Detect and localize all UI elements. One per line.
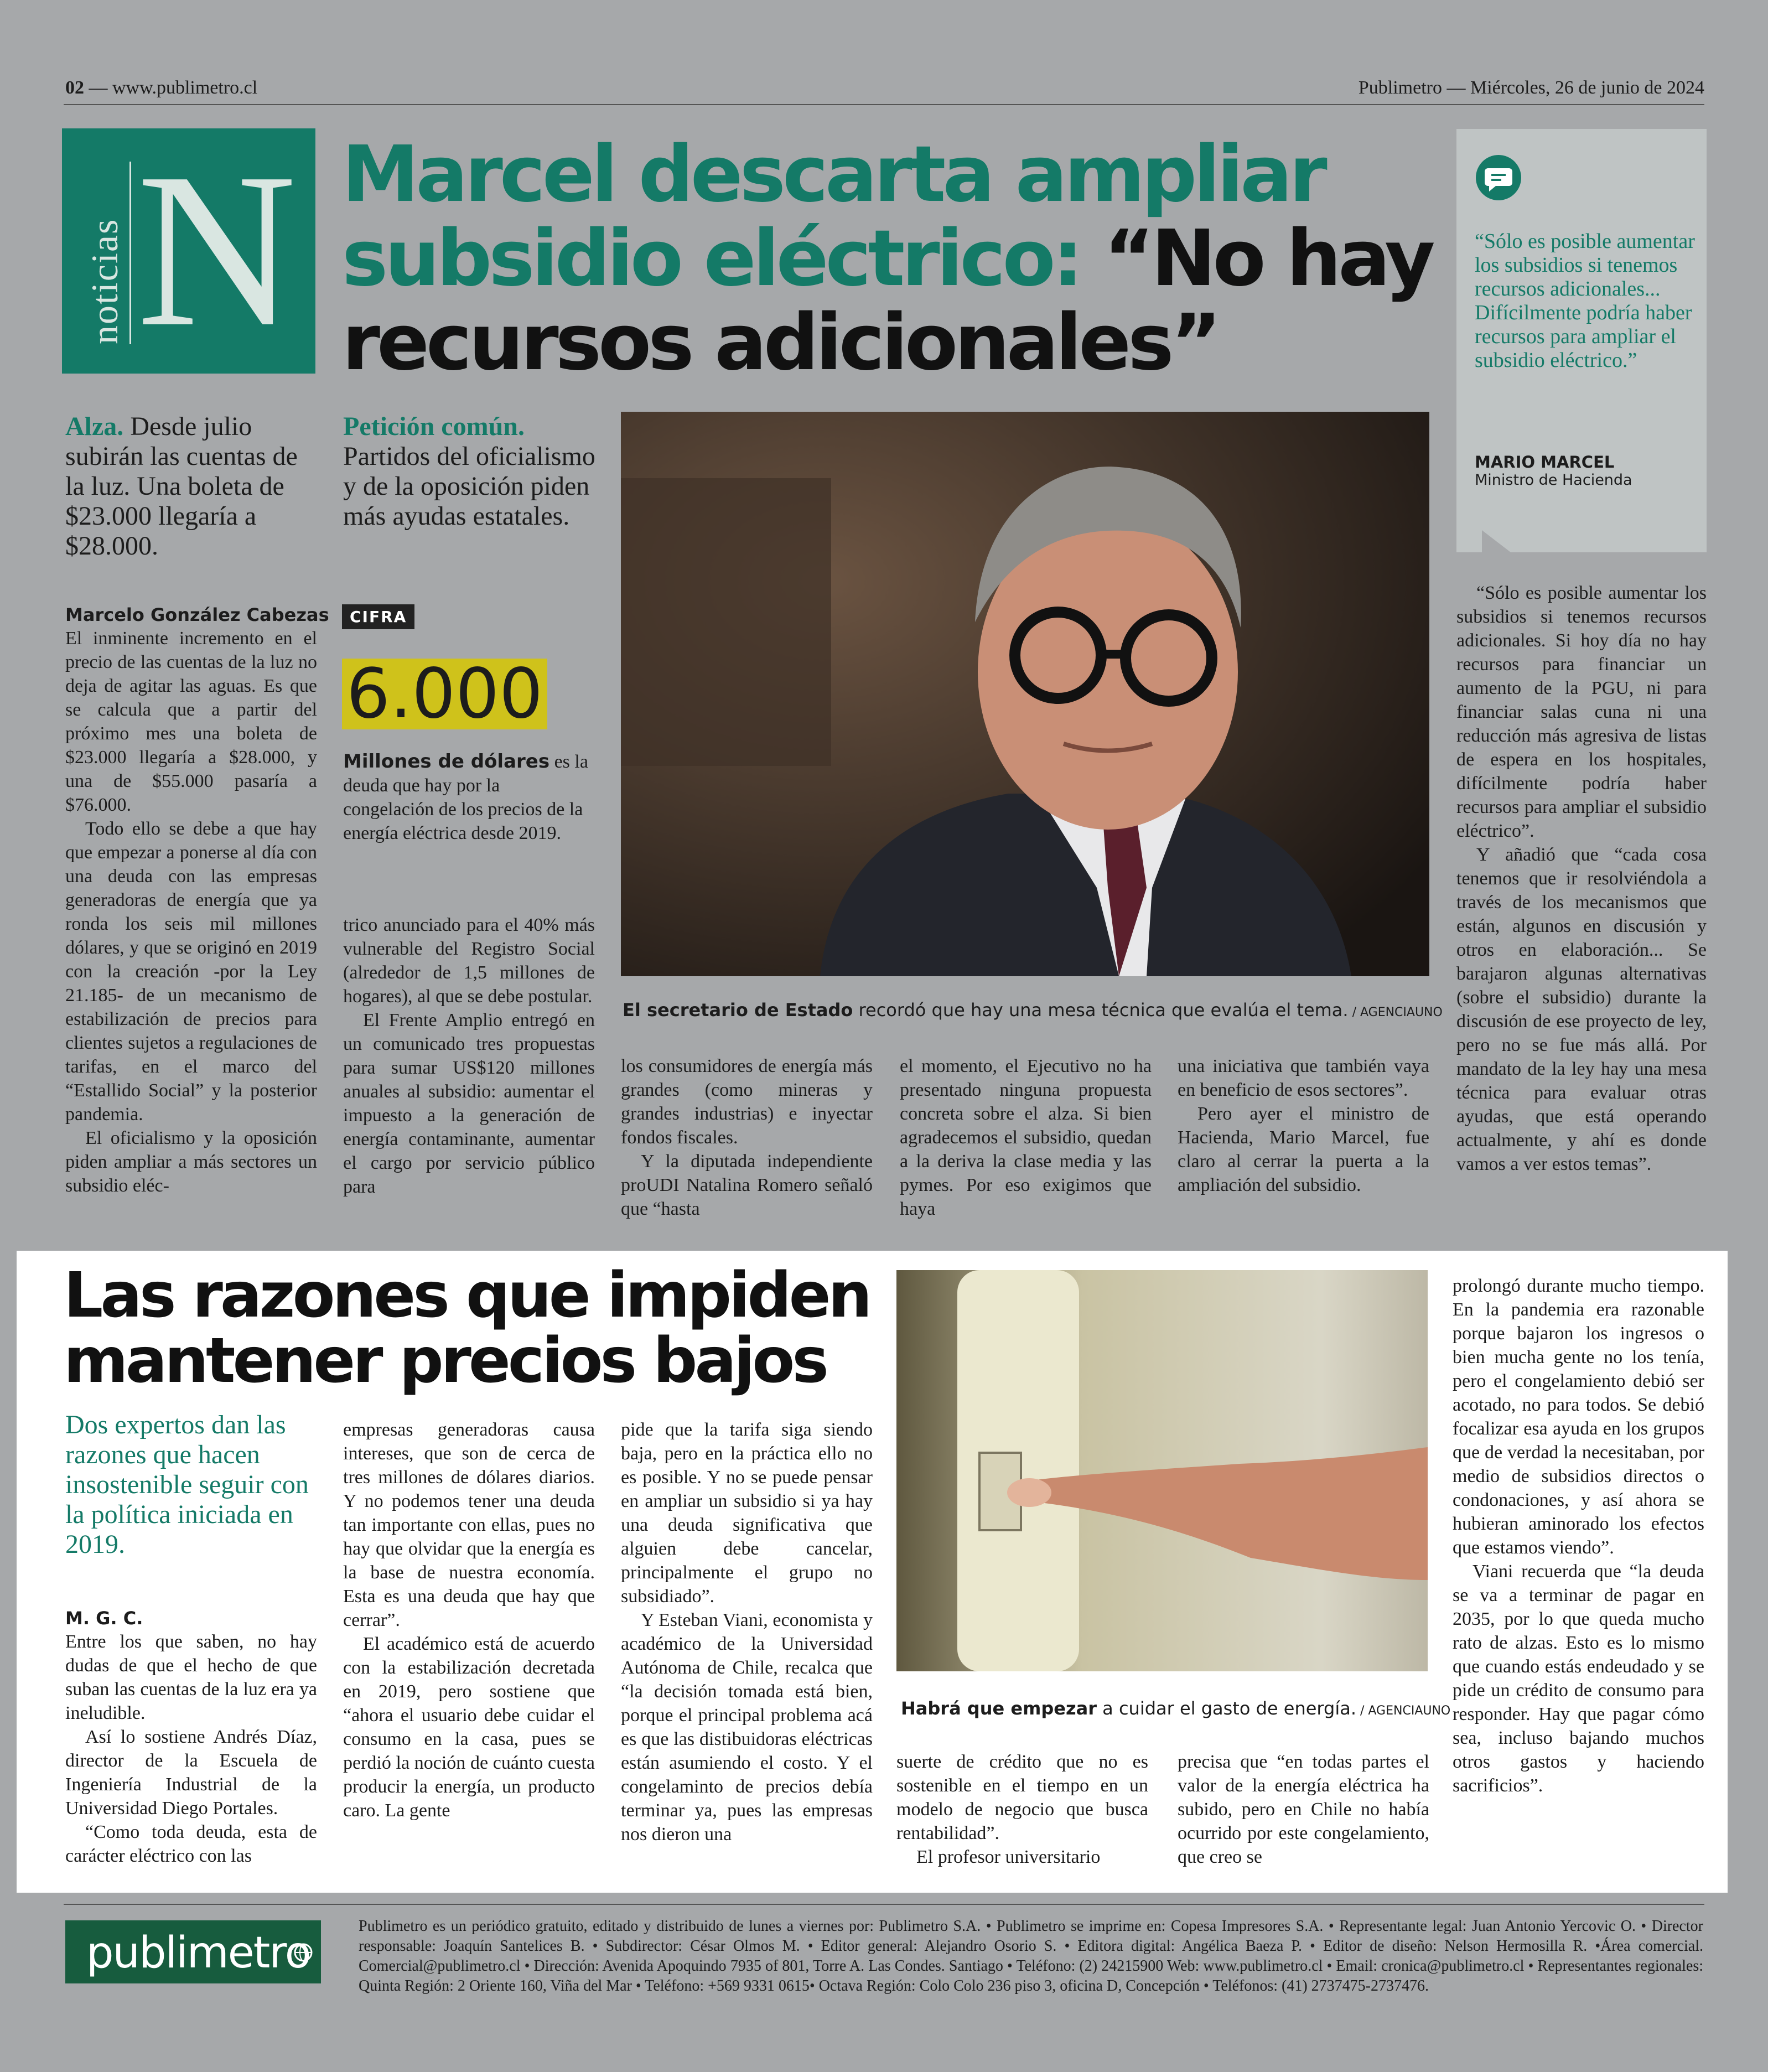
article2-column-2: empresas generadoras causa intereses, que son de cerca de tres millones de dólares diarios. Y no podemos tener una deuda tan importante con ellas, pues no hay que olvidar que la energía es la base de nuestra economía. Esta es una deuda que hay que cerrar”. El académico está de acuerdo con la estabilización decretada en 2019, pero sostiene que “ahora el usuario debe cuidar el consumo en la casa, pues se perdió la noción de cuánto cuesta producir la energía, un producto caro. La gente	[343, 1420, 595, 1821]
publimetro-logo: publimetro	[65, 1920, 321, 1983]
pull-quote-text: “Sólo es posible aumentar los subsidios si tenemos recursos adicionales... Difícilmente podría haber recursos para ampliar el subsidio eléctrico.”	[1475, 230, 1695, 372]
page-folio-right: Publimetro — Miércoles, 26 de junio de 2024	[1358, 77, 1704, 98]
main-headline: Marcel descarta ampliar subsidio eléctrico: “No hay recursos adicionales”	[342, 130, 1432, 388]
photo-mario-marcel	[621, 412, 1429, 976]
footer-rule	[64, 1904, 1704, 1905]
pull-quote-name: MARIO MARCEL	[1475, 453, 1615, 472]
article2-column-5: precisa que “en todas partes el valor de la energía eléctrica ha subido, pero en Chile no había ocurrido por este congelamiento, que creo se	[1178, 1752, 1429, 1867]
article2-column-6: prolongó durante mucho tiempo. En la pandemia era razonable porque bajaron los ingresos o bien mucha gente no los tenía, pero el congelamiento debió ser acotado, no para todos. Se debió focalizar esa ayuda en los grupos que de verdad la necesitaban, por medio de subsidios directos o condonaciones, y así ahora se hubieran aminorado los efectos que estamos viendo”. Viani recuerda que “la deuda se va a terminar de pagar en 2035, por lo que queda mucho rato de alzas. Esto es lo mismo que cuando estás endeudado y se pide un crédito de consumo para responder. Hay que pagar cómo sea, incluso bajando muchos otros gastos y haciendo sacrificios”.	[1453, 1276, 1704, 1796]
article2-byline: M. G. C.	[65, 1608, 143, 1629]
section-divider	[129, 162, 131, 344]
footer-credits: Publimetro es un periódico gratuito, editado y distribuido de lunes a viernes por: Publimetro S.A. • Publimetro se imprime en: Copesa Impresores S.A. • Representante legal: Juan Antonio Yercovic O. • Director responsable: Joaquín Santelices B. • Subdirector: César Olmos M. • Editor general: Alejandro Osorio S. • Editora digital: Angélica Baeza P. • Editor de diseño: Nelson Hermosilla R. •Área comercial. Comercial@publimetro.cl • Dirección: Avenida Apoquindo 7935 of 801, Torre A. Las Condes. Santiago • Teléfono: (2) 24215900 Web: www.publimetro.cl • Email: cronica@publimetro.cl • Representantes regionales: Quinta Región: 2 Oriente 160, Viña del Mar • Teléfono: +569 9331 0615• Octava Región: Colo Colo 236 piso 3, oficina D, Concepción • Teléfonos: (41) 2737475-2737476.	[359, 1918, 1703, 1995]
article1-column-3: los consumidores de energía más grandes (como mineras y grandes industrias) e inyectar fondos fiscales. Y la diputada independiente proUDI Natalina Romero señaló que “hasta	[621, 1056, 873, 1219]
section-badge	[62, 128, 315, 374]
article1-column-1: El inminente incremento en el precio de las cuentas de la luz no deja de agitar las aguas. Es que se calcula que a partir del próximo mes una boleta de $23.000 llegaría a $28.000, y una de $55.000 pasaría a $76.000. Todo ello se debe a que hay que empezar a ponerse al día con una deuda con las empresas generadoras de energía que ya ronda los seis mil millones dólares, y que se originó en 2019 con la creación -por la Ley 21.185- de un mecanismo de estabilización de precios para clientes sujetos a regulaciones de tarifas, en el marco del “Estallido Social” y la posterior pandemia. El oficialismo y la oposición piden ampliar a más sectores un subsidio eléc-	[65, 628, 317, 1196]
photo1-caption: El secretario de Estado recordó que hay una mesa técnica que evalúa el tema. / AGENCIAUNO	[623, 999, 1443, 1021]
article2-subhead: Dos expertos dan las razones que hacen insostenible seguir con la política iniciada en 2019.	[65, 1410, 309, 1559]
pull-quote-role: Ministro de Hacienda	[1475, 472, 1632, 489]
article1-column-5: una iniciativa que también vaya en beneficio de esos sectores”. Pero ayer el ministro de Hacienda, Mario Marcel, fue claro al cerrar la puerta a la ampliación del subsidio.	[1178, 1056, 1429, 1195]
lead-alza: Alza. Desde julio subirán las cuentas de la luz. Una boleta de $23.000 llegaría a $28.000.	[65, 412, 298, 561]
page-folio-left: 02 — www.publimetro.cl	[65, 77, 258, 98]
article1-column-2: trico anunciado para el 40% más vulnerable del Registro Social (alrededor de 1,5 millones de hogares), al que se debe postular. El Frente Amplio entregó en un comunicado tres propuestas para sumar US$120 millones anuales al subsidio: aumentar el impuesto a la generación de energía contaminante, aumentar el cargo por servicio público para	[343, 915, 595, 1197]
photo2-caption: Habrá que empezar a cuidar el gasto de energía. / AGENCIAUNO	[901, 1698, 1451, 1719]
cifra-tag: CIFRA	[342, 604, 414, 629]
cifra-number: 6.000	[342, 659, 547, 729]
article1-column-4: el momento, el Ejecutivo no ha presentado ninguna propuesta concreta sobre el alza. Si bien agradecemos el subsidio, quedan a la deriva la clase media y las pymes. Por eso exigimos que haya	[900, 1056, 1152, 1219]
article2-column-4: suerte de crédito que no es sostenible en el tiempo en un modelo de negocio que busca rentabilidad”. El profesor universitario	[896, 1752, 1148, 1867]
chat-bubble-icon	[1476, 155, 1521, 200]
header-rule	[64, 104, 1704, 105]
article1-byline: Marcelo González Cabezas	[65, 604, 329, 625]
section-letter: N	[137, 127, 297, 372]
globe-icon	[293, 1942, 313, 1962]
lead-peticion: Petición común. Partidos del oficialismo y de la oposición piden más ayudas estatales.	[343, 412, 595, 531]
article2-headline: Las razones que impiden mantener precios bajos	[64, 1260, 870, 1397]
article2-column-1: Entre los que saben, no hay dudas de que el hecho de que suban las cuentas de la luz era ya ineludible. Así lo sostiene Andrés Díaz, director de la Escuela de Ingeniería Industrial de la Universidad Diego Portales. “Como toda deuda, esta de carácter eléctrico con las	[65, 1631, 317, 1866]
article1-column-6: “Sólo es posible aumentar los subsidios si tenemos recursos adicionales. Si hoy día no hay recursos para financiar un aumento de la PGU, ni para financiar salas cuna ni una reducción más agresiva de listas de espera en los hospitales, difícilmente podría haber recursos para ampliar el subsidio eléctrico”. Y añadió que “cada cosa tenemos que ir resolviéndola a través de los mecanismos que están, algunos en discusión y otros en elaboración... Se barajaron algunas alternativas (sobre el subsidio) durante la discusión de ese proyecto de ley, pero no se fue más allá. Por mandato de la ley hay una mesa técnica para evaluar otras ayudas, que está operando actualmente, y ahí es donde vamos a ver estos temas”.	[1456, 583, 1707, 1174]
quote-box-tail	[1482, 530, 1515, 553]
article2-column-3: pide que la tarifa siga siendo baja, pero en la práctica ello no es posible. Y no se puede pensar en ampliar un subsidio si ya hay una deuda significativa que alguien debe cancelar, principalmente el grupo no subsidiado”. Y Esteban Viani, economista y académico de la Universidad Autónoma de Chile, recalca que “la decisión tomada está bien, porque el principal problema acá es que las distibuidoras eléctricas están asumiendo el costo. Y el congelaminto de precios debía terminar ya, pues las empresas nos dieron una	[621, 1420, 873, 1845]
cifra-description: Millones de dólares es la deuda que hay por la congelación de los precios de la energía eléctrica desde 2019.	[343, 750, 588, 843]
photo-light-switch	[896, 1270, 1428, 1671]
section-label: noticias	[84, 218, 126, 344]
